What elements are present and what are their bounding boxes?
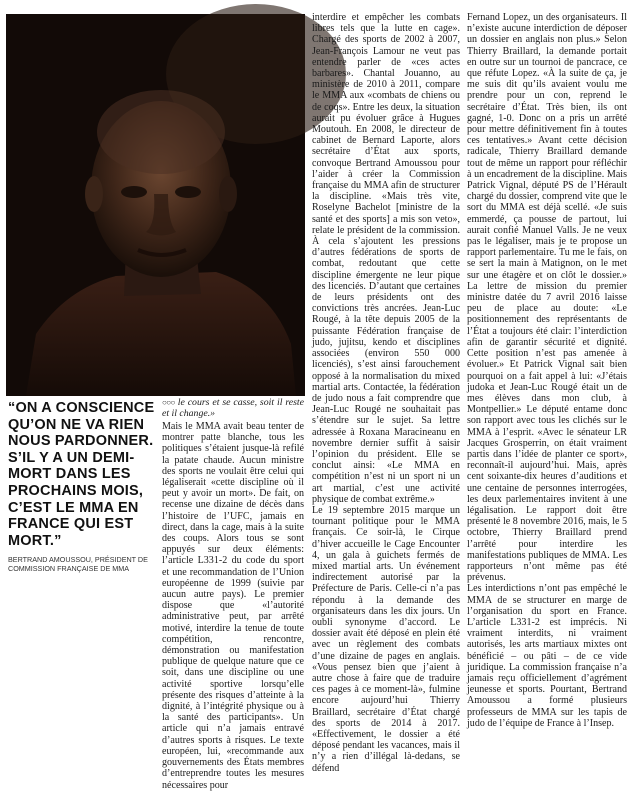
caption-marker-icon: ○○○ (162, 398, 175, 407)
article-column-2 (312, 12, 460, 774)
paragraph: interdire et empêcher les combats libres tels que la lutte en cage». Chargé des sports de 2002 à 2007, Jean-François Lamour ne veut pas entendre parler de «ces actes barbares». Chantal Jouanno, au ministère de 2010 à 2011, compare le MMA aux «combats de chiens ou de coqs». Entre les deux, la situation aurait pu évoluer grâce à Hugues Moutouh. En 2008, le directeur de cabinet de Bernard Laporte, alors secrétaire d’État aux sports, convoque Bertrand Amoussou pour l’aider à créer la Commission française du MMA afin de structurer la discipline. «Mais très vite, Roselyne Bachelot [ministre de la santé et des sports] a mis son veto», relate le président de la commission. À cela s’ajoutent les pressions d’autres fédérations de sports de combat, redoutant que cette discipline émergente ne leur pique des licenciés. D’autant que certaines de leurs présidents ont des convictions très ancrées. Jean-Luc Rougé, à la tête depuis 2005 de la puissante Fédération française de judo, jujitsu, kendo et disciplines associées (environ 550 000 licenciés), s’est ainsi farouchement opposé à la normalisation du mixed martial arts. Contactée, la fédération de judo nous a fait comprendre que Jean-Luc Rougé ne souhaitait pas s’étendre sur le sujet. Sa lettre adressée à Roxana Maracineanu en novembre dernier suffit à saisir l’opinion du président. Elle se conclut ainsi: «Le MMA en compétition n’est ni un sport ni un art martial, c’est une activité physique de combat extrême.» (312, 12, 460, 505)
caption-text: le cours et se casse, soit il reste et il change.» (162, 397, 305, 419)
article-column-1 (162, 397, 304, 791)
paragraph: Les interdictions n’ont pas empêché le MMA de se structurer en marge de l’organisation du sport en France. L’article L331-2 est imprécis. Ni vraiment interdits, ni vraiment autorisés, les arts martiaux mixtes ont bénéficié – ou pâti – de ce vide juridique. La commission française n’a jamais reçu officiellement d’agrément jeunesse et sports. Pourtant, Bertrand Amoussou a formé plusieurs professeurs de MMA sur les tapis de judo de l’équipe de France à l’Insep. (467, 583, 627, 729)
portrait-photo (6, 14, 305, 396)
photo-caption (162, 397, 304, 419)
paragraph: Le 19 septembre 2015 marque un tournant politique pour le MMA français. Ce soir-là, le Cirque d’hiver accueille le Cage Encounter 4, un gala à guichets fermés de mixed martial arts. Un événement indirectement autorisé par la Préfecture de Paris. Celle-ci n’a pas répondu à la demande des organisateurs dans les dix jours. Un oubli synonyme d’accord. Le dossier avait été déposé en plein été avec un règlement des combats d’une dizaine de pages en anglais. «Vous pensez bien que j’aient à autre chose à faire que de traduire ces pages à ce moment-là», fulmine encore aujourd’hui Thierry Braillard, secrétaire d’État chargé des sports de 2014 à 2017. «Effectivement, le dossier a été déposé pendant les vacances, mais il n’y a rien d’illégal là-dedans, se défend (312, 504, 460, 774)
pull-quote-text: “ON A CONSCIENCE QU’ON NE VA RIEN NOUS PARDONNER. S’IL Y A UN DEMI-MORT DANS LES PROCHAINS MOIS, C’EST LE MMA EN FRANCE QUI EST MORT.” (8, 400, 155, 549)
paragraph: Mais le MMA avait beau tenter de montrer patte blanche, tous les politiques s’étaient jusque-là refilé la patate chaude. Aucun ministre des sports ne voulait être celui qui légaliserait «cette discipline où il peut y avoir un mort». De fait, on recense une dizaine de décès dans l’histoire de l’UFC, jamais en direct, dans la cage, mais à la suite des coups. Alors tous se sont appuyés sur deux éléments: l’article L331-2 du code du sport et une recommandation de l’Union européenne de 1999 (suivie par aucun autre pays). Le premier dispose que «l’autorité administrative peut, par arrêté motivé, interdire la tenue de toute compétition, rencontre, démonstration ou manifestation publique de quelque nature que ce soit, dans une discipline ou une activité sportive lorsqu’elle présente des risques d’atteinte à la dignité, à l’intégrité physique ou à la santé des participants». Un article qui n’a jamais entravé d’autres sports à risques. Le texte européen, lui, «recommande aux gouvernements des États membres d’entreprendre toutes les mesures nécessaires pour (162, 421, 304, 791)
pull-quote-author: BERTRAND AMOUSSOU, PRÉSIDENT DE COMMISSION FRANÇAISE DE MMA (8, 555, 148, 574)
article-column-3 (467, 12, 627, 729)
paragraph: Fernand Lopez, un des organisateurs. Il n’existe aucune interdiction de déposer un dossier en anglais non plus.» Selon Thierry Braillard, la demande portait en outre sur un tournoi de pancrace, ce que réfute Lopez. «À la suite de ça, je me suis dit qu’ils avaient voulu me prendre pour un con, reprend le secrétaire d’État. Très bien, ils ont gagné, 1-0. Donc on a pris un arrêté pour mettre définitivement fin à toutes ces tentatives.» Avant cette décision radicale, Thierry Braillard demande tout de même un rapport pour réfléchir à un encadrement de la discipline. Mais Patrick Vignal, député PS de l’Hérault chargé du dossier, comprend vite que le sort du MMA est déjà scellé. «Je suis emmerdé, ça pousse de partout, lui aurait confié Manuel Valls. Je ne veux pas le légaliser, mais je te propose un rapport parlementaire. Tu me le fais, on se sert la main à Matignon, on le met sur une étagère et on clôt le dossier.» La lettre de mission du premier ministre datée du 7 avril 2016 laisse peu de place au doute: «Le positionnement des représentants de l’État a toujours été clair: l’interdiction afin de garantir sécurité et dignité. Cette position n’est pas amenée à évoluer.» Et Patrick Vignal sait bien pourquoi on a fait appel à lui: «J’étais judoka et Jean-Luc Rougé était un de mes élèves dans mon club, à Montpellier.» Le député entame donc son rapport avec tous les clichés sur le MMA à l’esprit. «Avec le sénateur LR Jacques Grosperrin, on était vraiment partis dans l’idée de planter ce sport», reconnaît-il aujourd’hui. Mais, après cent soixante-dix heures d’auditions et une centaine de personnes interrogées, les deux parlementaires invitent à une légalisation. Le rapport doit être présenté le 8 novembre 2016, mais, le 5 octobre, Thierry Braillard prend l’arrêté pour interdire les manifestations publiques de MMA. Les rapporteurs n’ont même pas été prévenus. (467, 12, 627, 584)
pull-quote (8, 400, 158, 573)
portrait-illustration (6, 14, 305, 396)
